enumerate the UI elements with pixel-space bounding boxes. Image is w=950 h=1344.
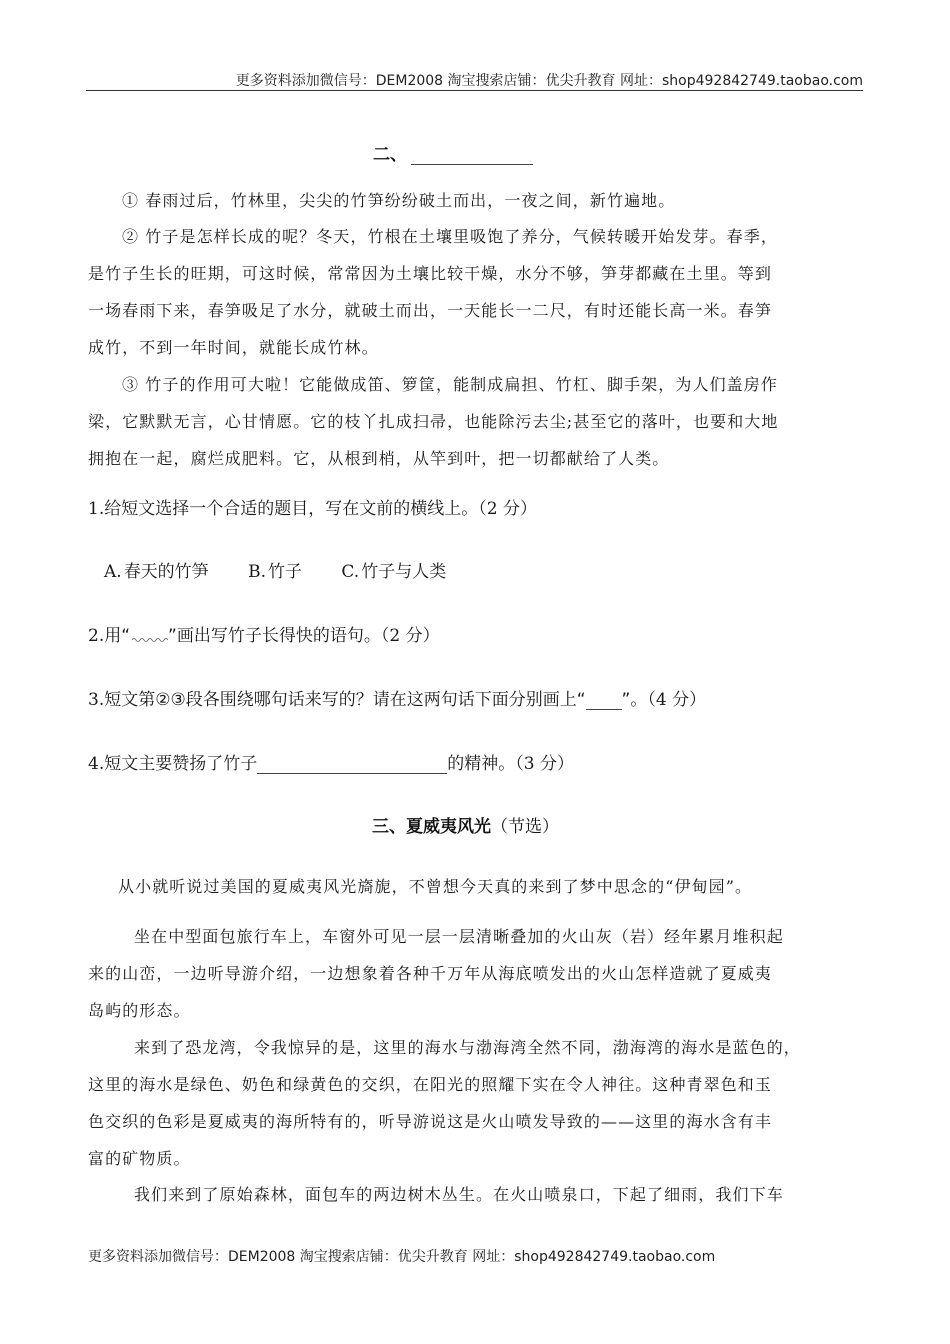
section3-subtitle: （节选）	[491, 817, 559, 837]
question-3	[88, 685, 706, 710]
header-rule	[86, 90, 863, 91]
q2-pre: 用“	[104, 626, 131, 646]
s3-p3-line: 这里的海水是绿色、奶色和绿黄色的交织，在阳光的照耀下实在令人神往。这种青翠色和玉	[88, 1075, 773, 1094]
section2-title	[373, 140, 533, 165]
q1-points: （2 分）	[478, 499, 537, 519]
option-b-text: 竹子	[268, 562, 302, 582]
q4-answer-blank[interactable]	[257, 757, 447, 774]
q3-post: ”。	[621, 690, 648, 710]
option-b-letter: B.	[248, 562, 266, 582]
q3-pre: 短文第②③段各围绕哪句话来写的？请在这两句话下面分别画上“	[104, 690, 586, 710]
s2-para-2	[88, 218, 865, 366]
s2-p3-line: 拥抱在一起，腐烂成肥料。它，从根到梢，从竿到叶，把一切都献给了人类。	[88, 449, 670, 468]
option-b[interactable]	[248, 557, 302, 582]
s2-p2-line: ② 竹子是怎样长成的呢？冬天，竹根在土壤里吸饱了养分，气候转暖开始发芽。春季，	[122, 227, 778, 246]
straight-line-mark	[586, 695, 622, 710]
s2-para-1	[88, 182, 865, 219]
s3-p2-line: 来的山峦，一边听导游介绍，一边想象着各种千万年从海底喷发出的火山怎样造就了夏威夷	[88, 964, 773, 983]
question-1	[88, 494, 537, 519]
s2-para-3	[88, 366, 865, 477]
s3-p1-line: 从小就听说过美国的夏威夷风光旖旎，不曾想今天真的来到了梦中思念的“伊甸园”。	[118, 877, 753, 896]
s2-p2-line: 成竹，不到一年时间，就能长成竹林。	[88, 338, 379, 357]
q1-text: 给短文选择一个合适的题目，写在文前的横线上。	[104, 499, 479, 519]
s3-para-1	[88, 868, 865, 905]
wavy-line-icon	[130, 631, 168, 643]
q2-number: 2.	[88, 626, 105, 646]
q2-points: （2 分）	[380, 626, 440, 646]
s2-p3-line: 梁，它默默无言，心甘情愿。它的枝丫扎成扫帚，也能除污去尘;甚至它的落叶，也要和大地	[88, 412, 779, 431]
s2-p2-line: 一场春雨下来，春笋吸足了水分，就破土而出，一天能长一二尺，有时还能长高一米。春笋	[88, 301, 773, 320]
s3-para-2	[88, 918, 865, 1029]
s3-para-4	[88, 1176, 865, 1213]
question-4	[88, 749, 574, 774]
q2-post: ”画出写竹子长得快的语句。	[168, 626, 381, 646]
s3-p3-line: 富的矿物质。	[88, 1149, 191, 1168]
title-blank-line[interactable]	[411, 150, 533, 165]
s2-p1-line: ① 春雨过后，竹林里，尖尖的竹笋纷纷破土而出，一夜之间，新竹遍地。	[122, 191, 676, 210]
q4-points: （3 分）	[515, 754, 574, 774]
s3-p2-line: 坐在中型面包旅行车上，车窗外可见一层一层清晰叠加的火山灰（岩）经年累月堆积起	[134, 927, 784, 946]
option-c-letter: C.	[341, 562, 360, 582]
page-footer: 更多资料添加微信号：DEM2008 淘宝搜索店铺：优尖升教育 网址：shop492842749.taobao.com	[88, 1249, 716, 1265]
section3-title-text: 三、夏威夷风光	[372, 817, 491, 837]
s3-p3-line: 色交织的色彩是夏威夷的海所特有的，听导游说这是火山喷发导致的——这里的海水含有丰	[88, 1112, 773, 1131]
s3-p3-line: 来到了恐龙湾，令我惊异的是，这里的海水与渤海湾全然不同，渤海湾的海水是蓝色的，	[134, 1038, 801, 1057]
q3-number: 3.	[88, 690, 105, 710]
option-c-text: 竹子与人类	[361, 562, 447, 582]
q4-post: 的精神。	[447, 754, 516, 774]
q4-number: 4.	[88, 754, 105, 774]
q3-points: （4 分）	[647, 690, 707, 710]
q1-options	[104, 557, 480, 582]
s2-p2-line: 是竹子生长的旺期，可这时候，常常因为土壤比较干燥，水分不够，笋芽都藏在土里。等到	[88, 264, 773, 283]
option-a-text: 春天的竹笋	[123, 562, 209, 582]
option-c[interactable]	[341, 557, 446, 582]
section3-title	[372, 812, 559, 837]
s2-p3-line: ③ 竹子的作用可大啦！它能做成笛、箩筐，能制成扁担、竹杠、脚手架，为人们盖房作	[122, 375, 778, 394]
q1-number: 1.	[88, 499, 105, 519]
question-2	[88, 621, 440, 646]
option-a-letter: A.	[104, 562, 122, 582]
option-a[interactable]	[104, 557, 209, 582]
page-header: 更多资料添加微信号：DEM2008 淘宝搜索店铺：优尖升教育 网址：shop492842749.taobao.com	[235, 73, 863, 89]
s3-p2-line: 岛屿的形态。	[88, 1001, 191, 1020]
q4-pre: 短文主要赞扬了竹子	[104, 754, 258, 774]
s3-para-3	[88, 1029, 865, 1177]
section2-title-text: 二、	[373, 145, 407, 165]
s3-p4-line: 我们来到了原始森林，面包车的两边树木丛生。在火山喷泉口，下起了细雨，我们下车	[134, 1185, 784, 1204]
